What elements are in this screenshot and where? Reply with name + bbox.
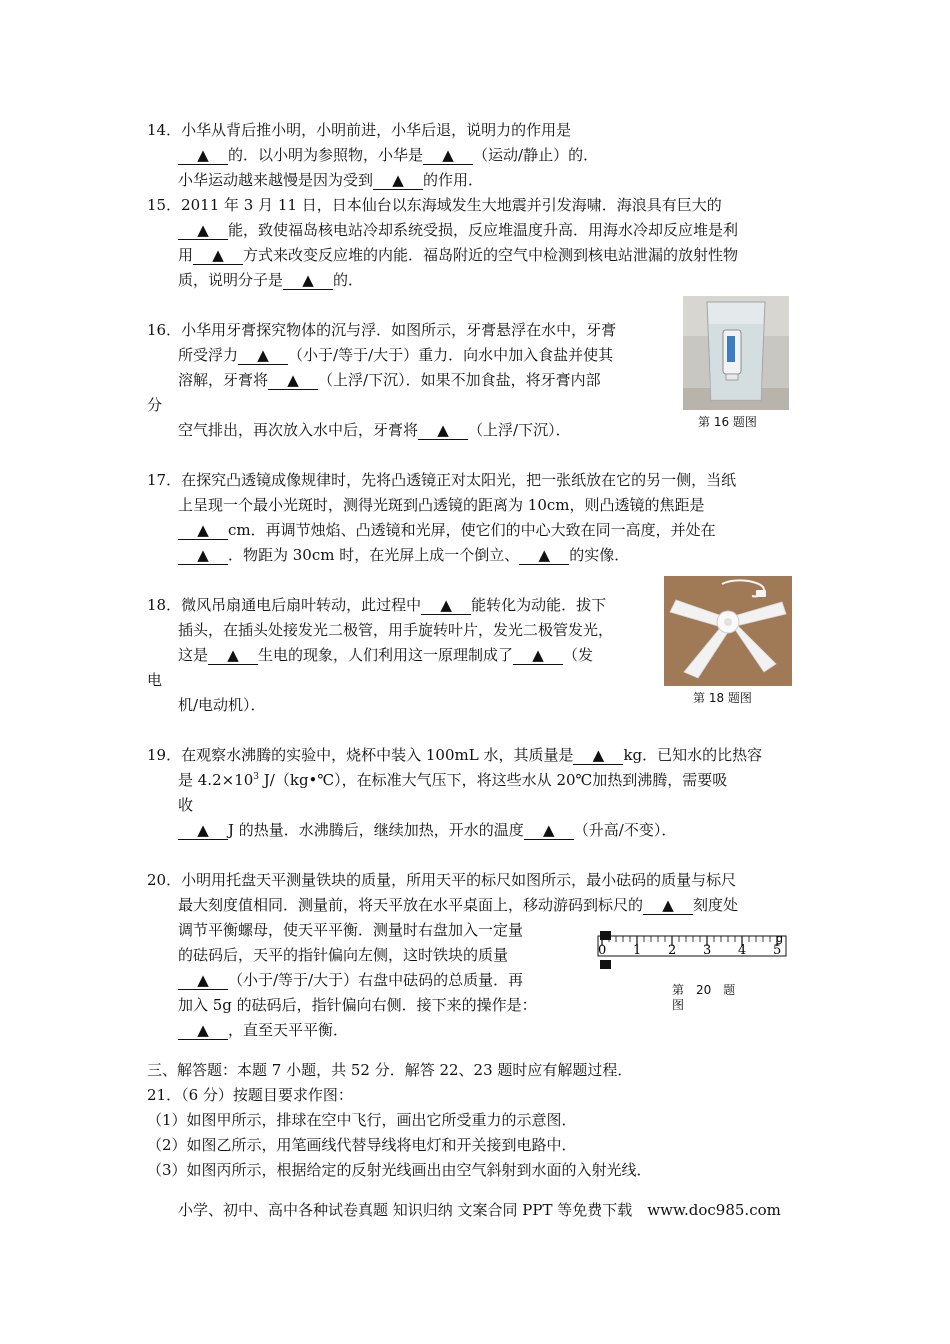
q16-caption: 第 16 题图 <box>698 415 757 429</box>
section3-heading: 三、解答题：本题 7 小题，共 52 分．解答 22、23 题时应有解题过程． <box>147 1061 633 1079</box>
rider-bottom <box>600 960 611 969</box>
answer-blank[interactable]: ▲ <box>524 821 574 840</box>
q18-line5: 机/电动机）． <box>178 696 266 714</box>
q14-line3: 小华运动越来越慢是因为受到 ▲ 的作用． <box>178 171 484 189</box>
scale-label: 5 <box>773 943 782 958</box>
q19-line4: ▲ J 的热量．水沸腾后，继续加热，开水的温度 ▲ （升高/不变）． <box>178 820 676 840</box>
scale-unit: g <box>776 932 783 945</box>
q20-line3: 调节平衡螺母，使天平平衡．测量时右盘加入一定量 <box>178 921 524 939</box>
footer-text: 小学、初中、高中各种试卷真题 知识归纳 文案合同 PPT 等免费下载 www.doc985.com <box>178 1201 781 1219</box>
q16-line3: 溶解，牙膏将 ▲ （上浮/下沉）．如果不加食盐，将牙膏内部 <box>178 371 601 389</box>
scale-label: 2 <box>668 943 677 958</box>
answer-blank[interactable]: ▲ <box>178 521 228 540</box>
answer-blank[interactable]: ▲ <box>178 546 228 565</box>
q15-line4: 质，说明分子是 ▲ 的． <box>178 271 364 289</box>
answer-blank[interactable]: ▲ <box>178 821 228 840</box>
q20-line7: ▲ ，直至天平平衡． <box>178 1020 348 1040</box>
q21-part2: （2）如图乙所示，用笔画线代替导线将电灯和开关接到电路中． <box>147 1136 577 1154</box>
q17-line4: ▲ ．物距为 30cm 时，在光屏上成一个倒立、 ▲ 的实像． <box>178 545 629 565</box>
q14-line1: 14．小华从背后推小明，小明前进，小华后退，说明力的作用是 <box>147 121 572 139</box>
answer-blank[interactable]: ▲ <box>178 1021 228 1040</box>
scale-label: 4 <box>738 943 747 958</box>
q20-caption-line1: 第 20 题 <box>672 983 736 997</box>
q15-line3: 用 ▲ 方式来改变反应堆的内能．福岛附近的空气中检测到核电站泄漏的放射性物 <box>178 246 739 264</box>
answer-blank[interactable]: ▲ <box>513 646 563 665</box>
q20-line5: ▲ （小于/等于/大于）右盘中砝码的总质量．再 <box>178 970 523 990</box>
answer-blank[interactable]: ▲ <box>238 346 288 365</box>
q16-line4: 分 <box>147 396 163 414</box>
q17-line2: 上呈现一个最小光斑时，测得光斑到凸透镜的距离为 10cm，则凸透镜的焦距是 <box>178 496 705 514</box>
q18-caption: 第 18 题图 <box>693 691 752 705</box>
q20-line2: 最大刻度值相同．测量前，将天平放在水平桌面上，移动游码到标尺的 ▲ 刻度处 <box>178 896 739 914</box>
answer-blank[interactable]: ▲ <box>421 596 471 615</box>
q18-line3: 这是 ▲ 生电的现象，人们利用这一原理制成了 ▲ （发 <box>178 646 594 664</box>
q19-line3: 收 <box>178 796 194 814</box>
answer-blank[interactable]: ▲ <box>573 746 623 765</box>
q14-line2: ▲ 的．以小明为参照物，小华是 ▲ （运动/静止）的． <box>178 145 598 165</box>
ceiling-fan-figure <box>664 576 792 686</box>
q20-line4: 的砝码后，天平的指针偏向左侧，这时铁块的质量 <box>178 946 509 964</box>
answer-blank[interactable]: ▲ <box>268 371 318 390</box>
q18-line4: 电 <box>147 671 163 689</box>
q20-line6: 加入 5g 的砝码后，指针偏向右侧．接下来的操作是： <box>178 996 537 1014</box>
scale-label: 1 <box>633 943 642 958</box>
q21-part1: （1）如图甲所示，排球在空中飞行，画出它所受重力的示意图． <box>147 1111 577 1129</box>
q15-line2: ▲ 能，致使福岛核电站冷却系统受损，反应堆温度升高．用海水冷却反应堆是利 <box>178 220 738 240</box>
q21-title: 21．（6 分）按题目要求作图： <box>147 1086 353 1104</box>
q15-line1: 15．2011 年 3 月 11 日，日本仙台以东海域发生大地震并引发海啸．海浪具有巨大的 <box>147 196 722 214</box>
q18-line2: 插头，在插头处接发光二极管，用手旋转叶片，发光二极管发光， <box>178 621 614 639</box>
answer-blank[interactable]: ▲ <box>283 271 333 290</box>
answer-blank[interactable]: ▲ <box>193 246 243 265</box>
q16-line2: 所受浮力 ▲ （小于/等于/大于）重力．向水中加入食盐并使其 <box>178 346 614 364</box>
scale-label: 0 <box>598 943 607 958</box>
q16-line5: 空气排出，再次放入水中后，牙膏将 ▲ （上浮/下沉）． <box>178 421 571 439</box>
answer-blank[interactable]: ▲ <box>178 146 228 165</box>
answer-blank[interactable]: ▲ <box>208 646 258 665</box>
toothpaste-glass-figure <box>683 296 789 410</box>
q16-line1: 16．小华用牙膏探究物体的沉与浮．如图所示，牙膏悬浮在水中，牙膏 <box>147 321 617 339</box>
q20-line1: 20．小明用托盘天平测量铁块的质量，所用天平的标尺如图所示，最小砝码的质量与标尺 <box>147 871 737 889</box>
answer-blank[interactable]: ▲ <box>373 171 423 190</box>
answer-blank[interactable]: ▲ <box>178 221 228 240</box>
q21-part3: （3）如图丙所示，根据给定的反射光线画出由空气斜射到水面的入射光线． <box>147 1161 652 1179</box>
answer-blank[interactable]: ▲ <box>423 146 473 165</box>
answer-blank[interactable]: ▲ <box>418 421 468 440</box>
scale-label: 3 <box>703 943 712 958</box>
q18-line1: 18．微风吊扇通电后扇叶转动，此过程中 ▲ 能转化为动能．拔下 <box>147 596 607 614</box>
balance-scale-figure <box>590 926 790 976</box>
q19-line1: 19．在观察水沸腾的实验中，烧杯中装入 100mL 水，其质量是 ▲ kg．已知水的比热容 <box>147 746 763 764</box>
q17-line3: ▲ cm．再调节烛焰、凸透镜和光屏，使它们的中心大致在同一高度，并处在 <box>178 520 716 540</box>
rider-top <box>600 931 611 940</box>
q17-line1: 17．在探究凸透镜成像规律时，先将凸透镜正对太阳光，把一张纸放在它的另一侧，当纸 <box>147 471 737 489</box>
answer-blank[interactable]: ▲ <box>519 546 569 565</box>
q20-caption-line2: 图 <box>672 998 685 1012</box>
answer-blank[interactable]: ▲ <box>643 896 693 915</box>
answer-blank[interactable]: ▲ <box>178 971 228 990</box>
q19-line2: 是 $4.2\times 10^3$ J/（kg•℃），在标准大气压下，将这些水从 20℃加热到沸腾，需要吸 <box>178 771 728 789</box>
